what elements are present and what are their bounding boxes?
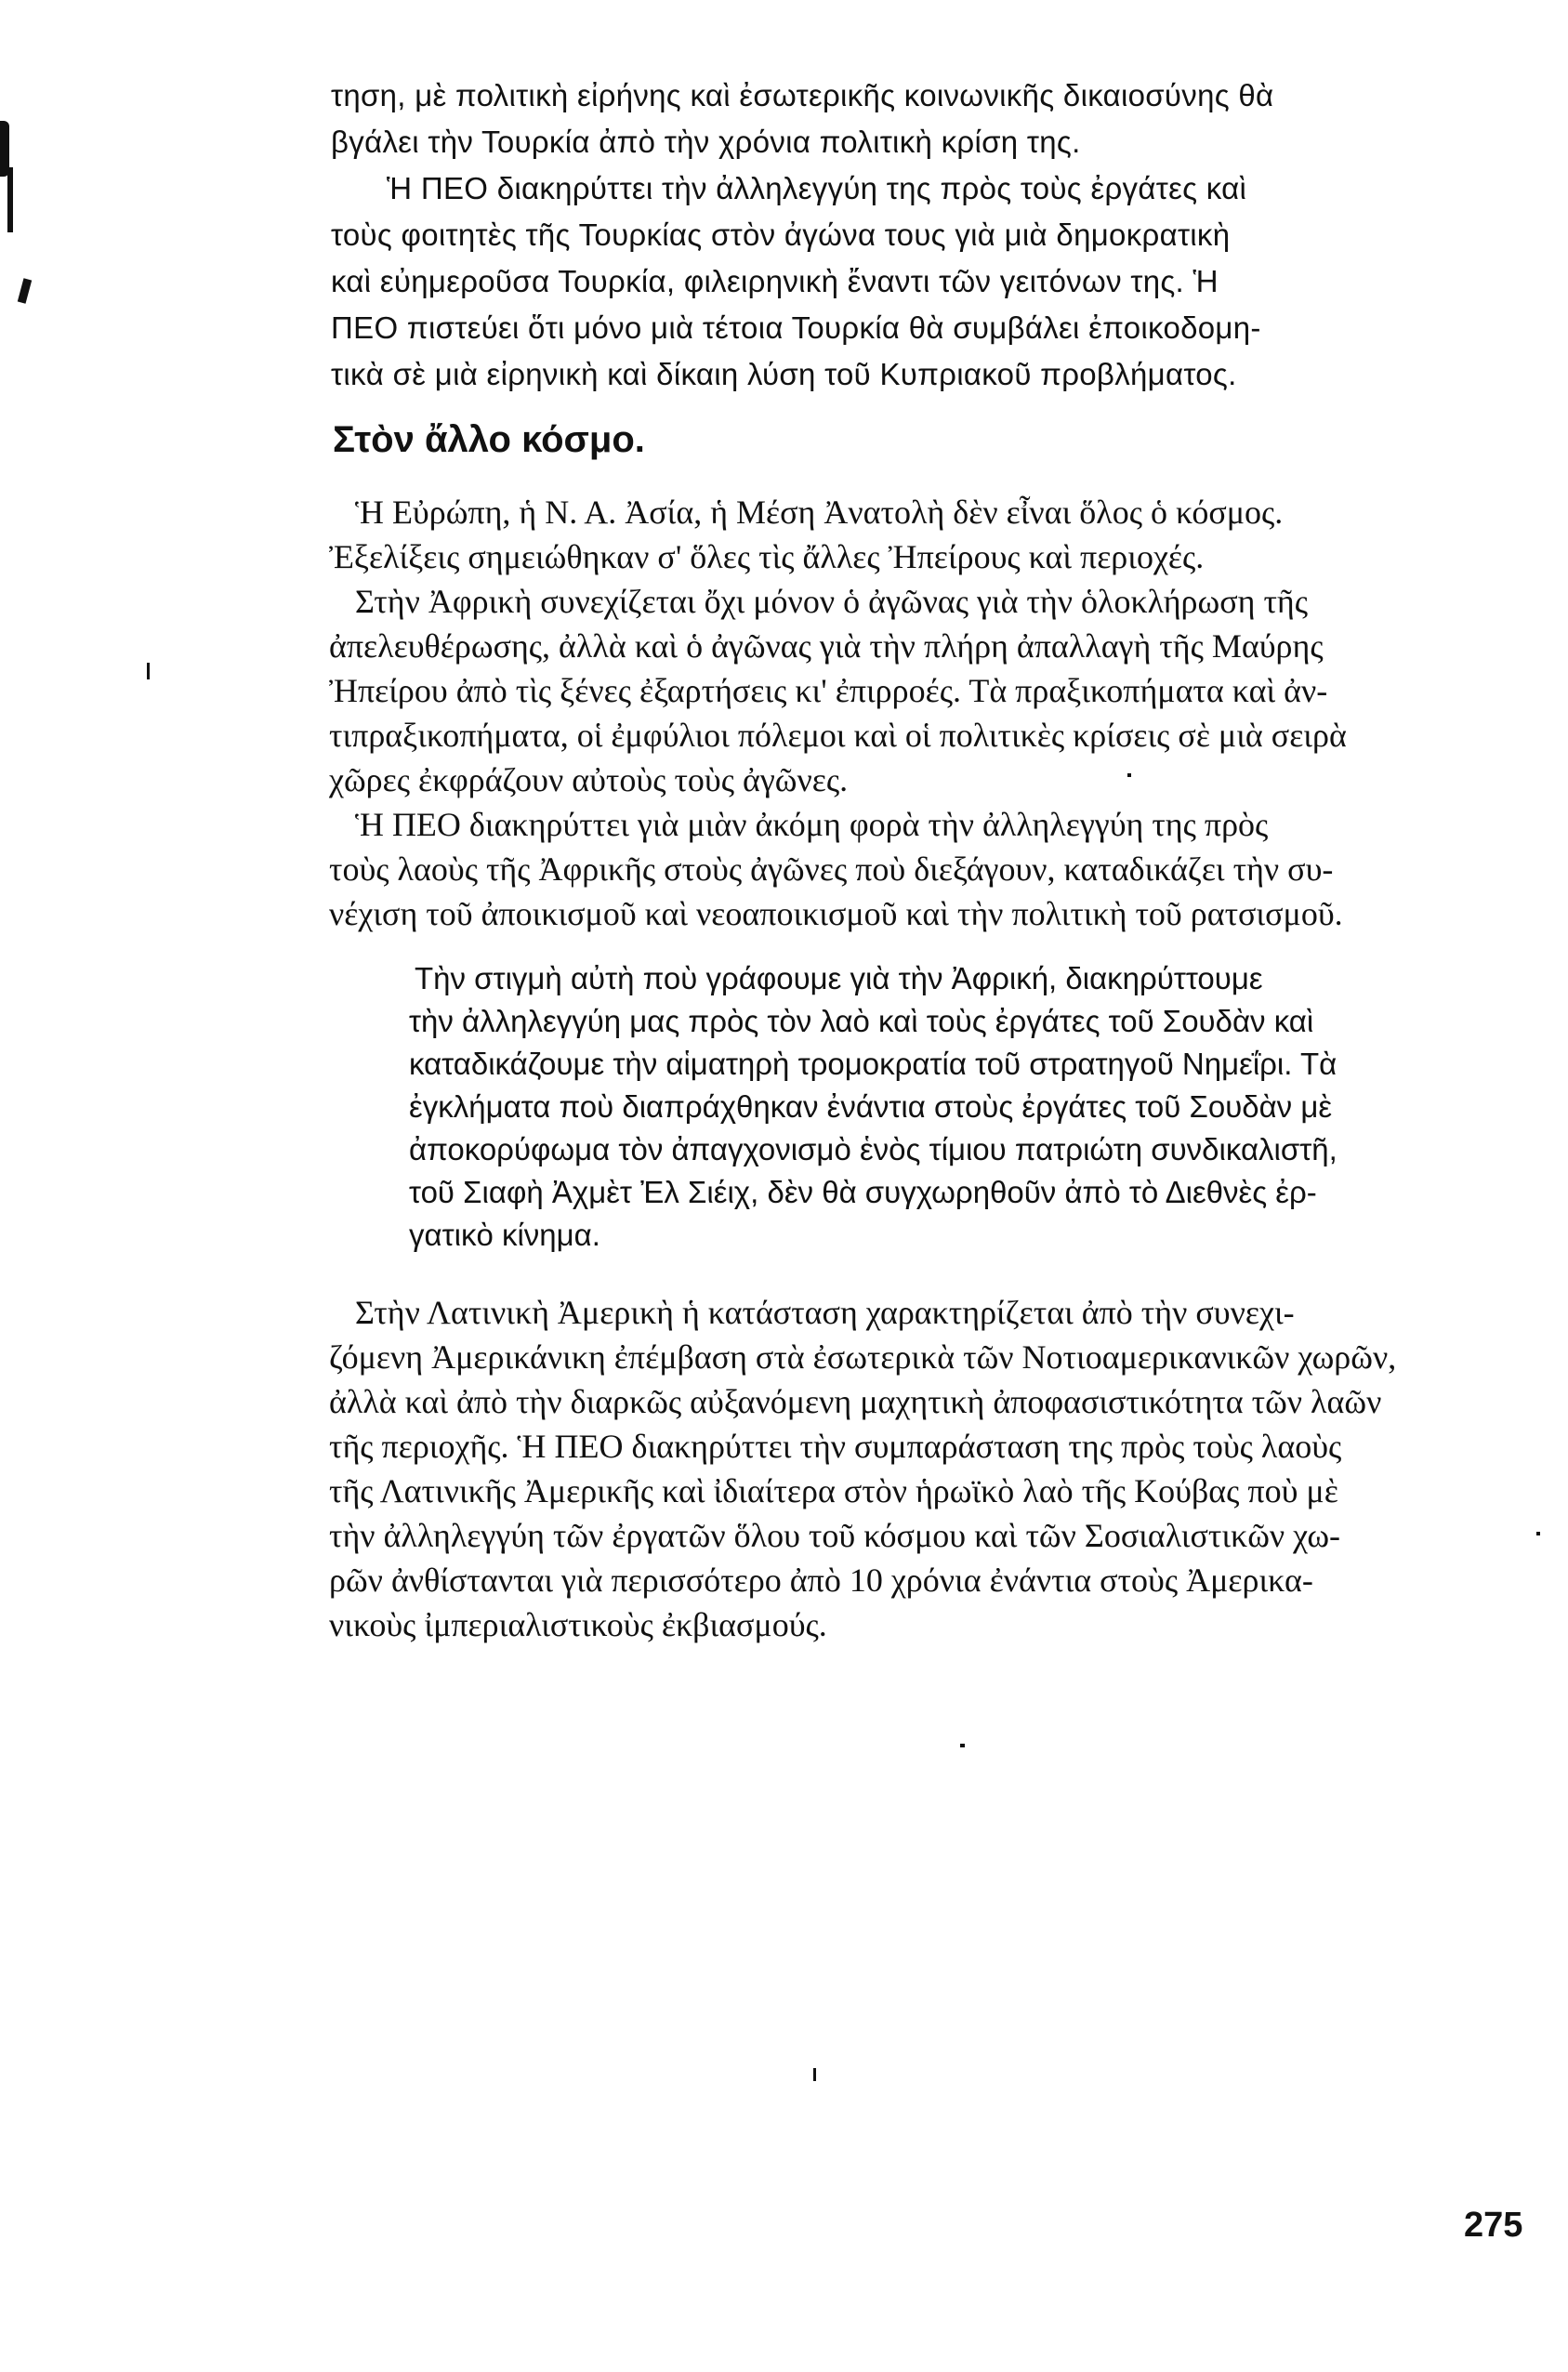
- paragraph-sudan: [329, 957, 1528, 1257]
- paragraph-turkey: [331, 72, 1530, 398]
- scan-mark: [960, 1744, 965, 1747]
- section-heading: Στὸν ἄλλο κόσμο.: [333, 419, 645, 460]
- scan-mark: [7, 167, 13, 232]
- text-line: νικοὺς ἰμπεριαλιστικοὺς ἐκβιασμούς.: [329, 1606, 827, 1643]
- text-line: βγάλει τὴν Τουρκία ἀπὸ τὴν χρόνια πολιτικὴ κρίση της.: [331, 125, 1081, 159]
- text-line: Ἡ Εὐρώπη, ἡ Ν. Α. Ἀσία, ἡ Μέση Ἀνατολὴ δὲν εἶναι ὅλος ὁ κόσμος.: [355, 494, 1284, 531]
- page-number: 275: [1464, 2206, 1523, 2245]
- text-line: γατικὸ κίνημα.: [409, 1218, 600, 1252]
- text-line: Τὴν στιγμὴ αὐτὴ ποὺ γράφουμε γιὰ τὴν Ἀφρική, διακηρύττουμε: [415, 961, 1263, 995]
- text-line: ἀποκορύφωμα τὸν ἀπαγχονισμὸ ἑνὸς τίμιου πατριώτη συνδικαλιστῆ,: [409, 1132, 1337, 1166]
- scan-mark: [813, 2068, 816, 2081]
- scan-mark: [18, 278, 32, 303]
- text-line: ζόμενη Ἀμερικάνικη ἐπέμβαση στὰ ἐσωτερικὰ τῶν Νοτιοαμερικανικῶν χωρῶν,: [329, 1338, 1397, 1376]
- text-line: τοὺς λαοὺς τῆς Ἀφρικῆς στοὺς ἀγῶνες ποὺ διεξάγουν, καταδικάζει τὴν συ-: [329, 850, 1334, 888]
- text-line: χῶρες ἐκφράζουν αὐτοὺς τοὺς ἀγῶνες.: [329, 761, 849, 798]
- text-line: ρῶν ἀνθίστανται γιὰ περισσότερο ἀπὸ 10 χρόνια ἐνάντια στοὺς Ἀμερικα-: [329, 1562, 1313, 1599]
- text-line: ἐγκλήματα ποὺ διαπράχθηκαν ἐνάντια στοὺς ἐργάτες τοῦ Σουδὰν μὲ: [409, 1089, 1333, 1124]
- text-line: Ἡ ΠΕΟ διακηρύττει γιὰ μιὰν ἀκόμη φορὰ τὴν ἀλληλεγγύη της πρὸς: [355, 806, 1269, 843]
- text-line: τῆς περιοχῆς. Ἡ ΠΕΟ διακηρύττει τὴν συμπαράσταση της πρὸς τοὺς λαοὺς: [329, 1428, 1342, 1465]
- scan-mark: [147, 663, 150, 679]
- text-line: τηση, μὲ πολιτικὴ εἰρήνης καὶ ἐσωτερικῆς κοινωνικῆς δικαιοσύνης θὰ: [331, 78, 1274, 112]
- text-line: Στὴν Λατινικὴ Ἀμερικὴ ἡ κατάσταση χαρακτηρίζεται ἀπὸ τὴν συνεχι-: [355, 1294, 1295, 1331]
- text-line: νέχιση τοῦ ἀποικισμοῦ καὶ νεοαποικισμοῦ καὶ τὴν πολιτικὴ τοῦ ρατσισμοῦ.: [329, 895, 1343, 932]
- text-line: τὴν ἀλληλεγγύη τῶν ἐργατῶν ὅλου τοῦ κόσμου καὶ τῶν Σοσιαλιστικῶν χω-: [329, 1517, 1341, 1554]
- text-line: ἀλλὰ καὶ ἀπὸ τὴν διαρκῶς αὐξανόμενη μαχητικὴ ἀποφασιστικότητα τῶν λαῶν: [329, 1383, 1382, 1420]
- scan-mark: [1536, 1532, 1540, 1535]
- text-line: Ἠπείρου ἀπὸ τὶς ξένες ἐξαρτήσεις κι' ἐπιρροές. Τὰ πραξικοπήματα καὶ ἀν-: [329, 672, 1328, 709]
- text-line: τῆς Λατινικῆς Ἀμερικῆς καὶ ἰδιαίτερα στὸν ἡρωϊκὸ λαὸ τῆς Κούβας ποὺ μὲ: [329, 1472, 1338, 1509]
- text-line: Ἡ ΠΕΟ διακηρύττει τὴν ἀλληλεγγύη της πρὸς τοὺς ἐργάτες καὶ: [387, 171, 1247, 205]
- text-line: τοῦ Σιαφὴ Ἀχμὲτ Ἐλ Σιέιχ, δὲν θὰ συγχωρηθοῦν ἀπὸ τὸ Διεθνὲς ἐρ-: [409, 1175, 1317, 1209]
- text-line: καὶ εὐημεροῦσα Τουρκία, φιλειρηνικὴ ἔναντι τῶν γειτόνων της. Ἡ: [331, 264, 1219, 298]
- paragraph-latin-america: [329, 1290, 1528, 1647]
- text-line: τιπραξικοπήματα, οἱ ἐμφύλιοι πόλεμοι καὶ οἱ πολιτικὲς κρίσεις σὲ μιὰ σειρὰ: [329, 717, 1347, 754]
- text-line: τὴν ἀλληλεγγύη μας πρὸς τὸν λαὸ καὶ τοὺς ἐργάτες τοῦ Σουδὰν καὶ: [409, 1004, 1314, 1038]
- text-line: καταδικάζουμε τὴν αἱματηρὴ τρομοκρατία τοῦ στρατηγοῦ Νημεΐρι. Τὰ: [409, 1047, 1337, 1081]
- text-line: τικὰ σὲ μιὰ εἰρηνικὴ καὶ δίκαιη λύση τοῦ Κυπριακοῦ προβλήματος.: [331, 357, 1237, 391]
- paragraph-world: [329, 490, 1528, 936]
- text-line: ἀπελευθέρωσης, ἀλλὰ καὶ ὁ ἀγῶνας γιὰ τὴν πλήρη ἀπαλλαγὴ τῆς Μαύρης: [329, 627, 1324, 665]
- text-line: Ἐξελίξεις σημειώθηκαν σ' ὅλες τὶς ἄλλες Ἠπείρους καὶ περιοχές.: [329, 538, 1205, 575]
- text-line: τοὺς φοιτητὲς τῆς Τουρκίας στὸν ἀγώνα τους γιὰ μιὰ δημοκρατικὴ: [331, 217, 1231, 252]
- text-line: ΠΕΟ πιστεύει ὅτι μόνο μιὰ τέτοια Τουρκία θὰ συμβάλει ἐποικοδομη-: [331, 310, 1261, 345]
- text-line: Στὴν Ἀφρικὴ συνεχίζεται ὄχι μόνον ὁ ἀγῶνας γιὰ τὴν ὁλοκλήρωση τῆς: [355, 583, 1308, 620]
